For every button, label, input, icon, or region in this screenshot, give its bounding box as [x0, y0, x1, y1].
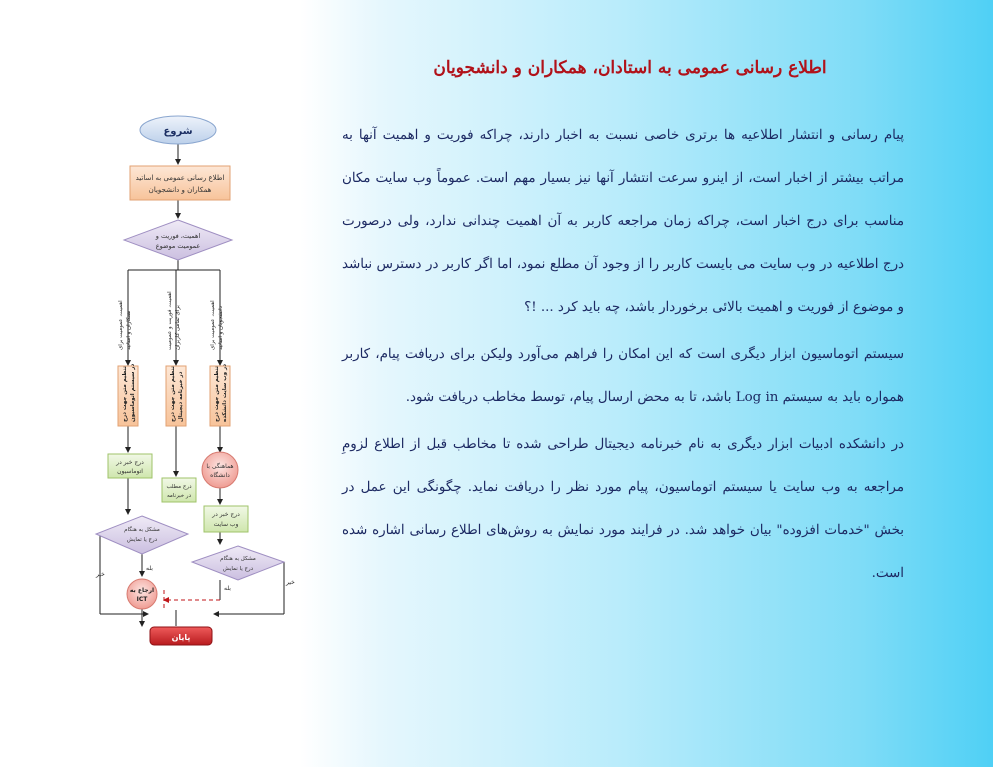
action-newsletter-line-2: در خبرنامه دیجیتال	[178, 371, 184, 422]
coordinate-line-2: دانشگاه	[210, 472, 230, 479]
problem-right-line-1: مشکل به هنگام	[220, 556, 256, 562]
action-box-website	[210, 364, 230, 426]
problem-right-line-2: درج یا نمایش	[222, 566, 254, 572]
yes-label-left: بله	[146, 565, 153, 572]
problem-diamond-right	[192, 546, 284, 580]
page-title: اطلاع رسانی عمومی به استادان، همکاران و دانشجویان	[433, 58, 827, 78]
action-automation-line-2: در سیستم اتوماسیون	[130, 363, 136, 422]
branch-label-right	[210, 300, 224, 350]
paragraph-3: در دانشکده ادبیات ابزار دیگری به نام خبرنامه دیجیتال طراحی شده تا مخاطب قبل از اطلاع لزومِ مراجعه به وب سایت یا سیستم اتوماسیون، پیام مورد نظر را دریافت نماید. چگونگی این عمل در بخش "خدمات افزوده" بیان خواهد شد. در فرایند مورد نمایش به روش‌های اطلاع رسانی اشاره شده است.	[342, 437, 904, 581]
automation-line-1: درج خبر در	[116, 459, 144, 466]
branch-right-line-2: دانشجویان و اساتید	[218, 305, 224, 350]
website-box	[204, 506, 248, 532]
branch-left-line-1: اهمیت، عمومیت برای	[118, 300, 124, 350]
end-label: پایان	[171, 633, 191, 642]
action-box-newsletter	[166, 366, 186, 426]
newsletter-line-2: در خبرنامه	[166, 493, 192, 499]
announce-line-1: اطلاع رسانی عمومی به اساتید	[135, 174, 225, 182]
action-automation-line-1: تنظیم متن جهت درج	[122, 366, 128, 422]
automation-line-2: اتوماسیون	[117, 468, 143, 475]
branch-right-line-1: اهمیت، عمومیت برای	[210, 300, 216, 350]
ict-circle	[127, 579, 157, 609]
branch-mid-line-1: اهمیت، فوریت و عمومیت	[167, 291, 173, 350]
branch-mid-line-2: برای تمامی کاربران	[175, 305, 181, 350]
yes-label-right: بله	[224, 585, 231, 592]
ict-line-1: ارجاع به	[129, 587, 155, 594]
website-line-2: وب سایت	[213, 521, 239, 528]
body-text	[342, 114, 904, 599]
branch-label-left	[118, 300, 132, 350]
coordinate-circle	[202, 452, 238, 488]
no-label-left: خیر	[96, 571, 105, 578]
newsletter-box	[162, 478, 196, 502]
problem-diamond-left	[96, 516, 188, 554]
problem-left-line-2: درج یا تمایش	[126, 537, 158, 543]
announce-box	[130, 166, 230, 200]
end-node	[150, 627, 212, 645]
website-line-1: درج خبر در	[212, 511, 240, 518]
problem-left-line-1: مشکل به هنگام	[124, 527, 160, 533]
coordinate-line-1: هماهنگی با	[206, 463, 234, 470]
decision-diamond	[124, 220, 232, 260]
decision-line-2: عمومیت موضوع	[155, 242, 201, 250]
no-label-right: خیر	[286, 579, 295, 586]
automation-box	[108, 454, 152, 478]
action-box-automation	[118, 364, 138, 426]
action-website-line-2: در وب سایت دانشکده	[222, 363, 228, 422]
paragraph-2: سیستم اتوماسیون ابزار دیگری است که این امکان را فراهم می‌آورد ولیکن برای دریافت پیام، کاربر همواره باید به سیستم Log in باشد، تا به محض ارسال پیام، توسط مخاطب دریافت شود.	[342, 347, 904, 405]
ict-line-2: ICT	[136, 596, 148, 603]
start-label: شروع	[163, 126, 193, 137]
start-node	[140, 116, 216, 144]
paragraph-1: پیام رسانی و انتشار اطلاعیه ها برتری خاصی نسبت به اخبار دارند، چراکه فوریت و اهمیت آنها به مراتب بیشتر از اخبار است، از اینرو سرعت انتشار آنها نیز بسیار مهم است. عموماً وب سایت مکان مناسب برای درج اخبار است، چراکه زمان مراجعه کاربر به آن اهمیت چندانی ندارد، ولی درصورت درج اطلاعیه در وب سایت می بایست کاربر را از وجود آن مطلع نمود، اما اگر کاربر در دسترس نباشد و موضوع از فوریت و اهمیت بالائی برخوردار باشد، چه باید کرد ... !؟	[342, 128, 904, 315]
action-newsletter-line-1: تنظیم متن جهت درج	[170, 366, 176, 422]
announce-line-2: همکاران و دانشجویان	[148, 186, 212, 194]
decision-line-1: اهمیت، فوریت و	[155, 232, 201, 240]
branch-left-line-2: همکاران و اساتید	[126, 310, 132, 350]
flowchart	[92, 110, 310, 655]
action-website-line-1: تنظیم متن جهت درج	[214, 366, 220, 422]
newsletter-line-1: درج مطلب	[166, 484, 192, 490]
branch-label-middle	[167, 291, 181, 350]
